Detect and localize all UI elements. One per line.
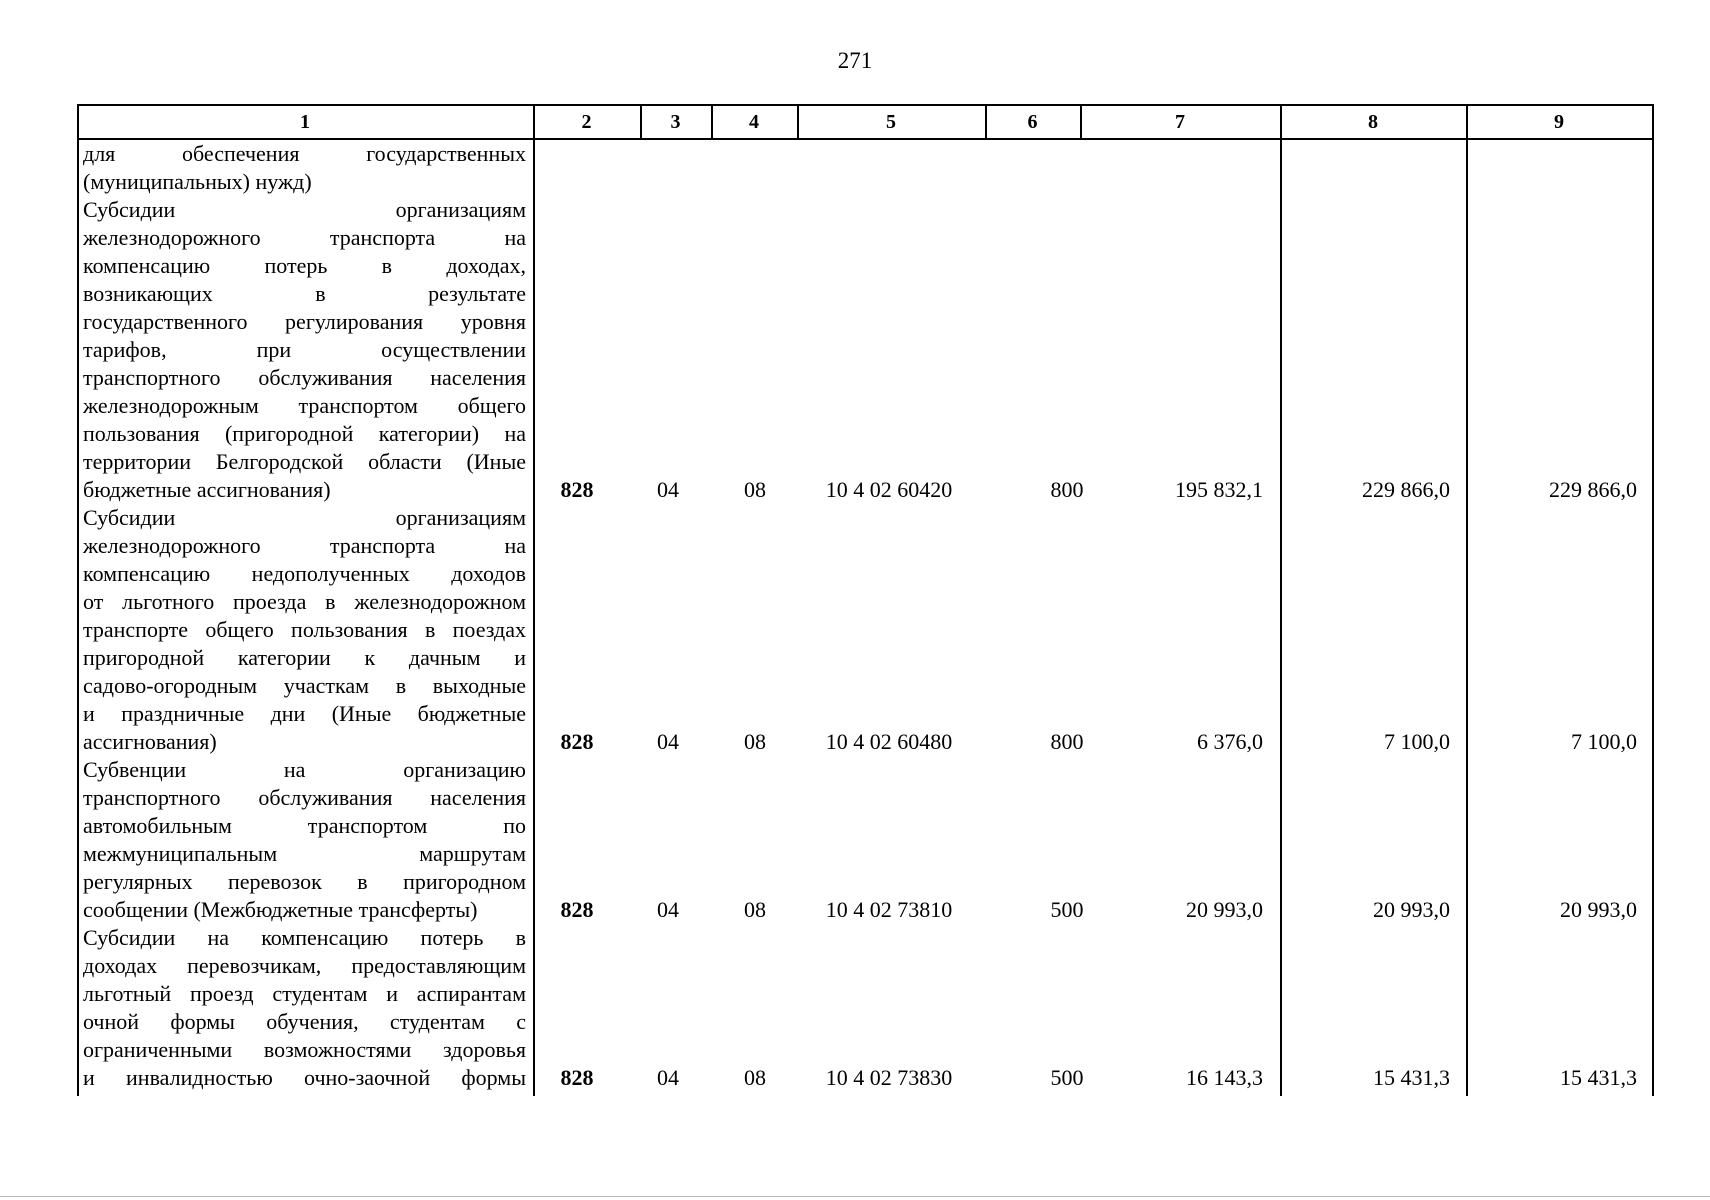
cell-section: 04 (657, 897, 679, 922)
cell-amount-col9: 7 100,0 (1571, 729, 1637, 754)
row-description: Субсидии на компенсацию потерь в доходах перевозчикам, предоставляющим льготный проезд студентам и аспирантам очной формы обучения, студентам с ограниченными возможностями здоровья и инвалидностью очно-заочной формы (83, 925, 526, 1090)
cell-expense-type: 500 (1050, 897, 1084, 922)
cell-amount-col9: 229 866,0 (1549, 477, 1637, 502)
row-description: Субвенции на организацию транспортного обслуживания населения автомобильным транспортом по межмуниципальным маршрутам регулярных перевозок в пригородном сообщении (Межбюджетные трансферты) (83, 757, 526, 922)
cell-subsection: 08 (744, 897, 766, 922)
cell-amount-col8: 229 866,0 (1362, 477, 1450, 502)
cell-amount-col9: 20 993,0 (1560, 897, 1637, 922)
cell-amount-col7: 195 832,1 (1175, 477, 1263, 502)
header-col-9: 9 (1554, 111, 1564, 133)
cell-amount-col8: 7 100,0 (1384, 729, 1450, 754)
header-col-5: 5 (886, 111, 896, 133)
cell-ministry-code: 828 (560, 477, 594, 502)
column-divider (1466, 104, 1468, 1096)
cell-subsection: 08 (744, 477, 766, 502)
column-divider (533, 104, 535, 1096)
header-col-2: 2 (581, 111, 592, 133)
row-description: для обеспечения государственных (муниципальных) нужд) (83, 141, 526, 194)
header-col-4: 4 (749, 111, 759, 133)
table-left-border (77, 104, 79, 1096)
cell-section: 04 (657, 1065, 679, 1090)
row-description: Субсидии организациям железнодорожного транспорта на компенсацию потерь в доходах, возникающих в результате государственного регулирования уровня тарифов, при осуществлении транспортного обслуживания населения железнодорожным транспортом общего пользования (пригородной категории) на территории Белгородской области (Иные бюджетные ассигнования) (83, 197, 526, 502)
row-description: Субсидии организациям железнодорожного транспорта на компенсацию недополученных доходов от льготного проезда в железнодорожном транспорте общего пользования в поездах пригородной категории к дачным и садово-огородным участкам в выходные и праздничные дни (Иные бюджетные ассигнования) (83, 505, 526, 754)
header-col-8: 8 (1368, 111, 1378, 133)
cell-target-article: 10 4 02 60420 (825, 477, 953, 502)
page-number: 271 (837, 48, 873, 73)
cell-ministry-code: 828 (560, 729, 594, 754)
cell-amount-col7: 16 143,3 (1186, 1065, 1263, 1090)
header-col-1: 1 (300, 111, 310, 133)
cell-expense-type: 500 (1050, 1065, 1084, 1090)
cell-subsection: 08 (744, 1065, 766, 1090)
header-col-6: 6 (1027, 111, 1038, 133)
cell-expense-type: 800 (1050, 729, 1084, 754)
cell-target-article: 10 4 02 73810 (825, 897, 953, 922)
cell-amount-col7: 20 993,0 (1186, 897, 1263, 922)
cell-section: 04 (657, 729, 679, 754)
cell-ministry-code: 828 (560, 897, 594, 922)
table-right-border (1652, 104, 1654, 1096)
header-col-3: 3 (670, 111, 681, 133)
header-col-7: 7 (1175, 111, 1185, 133)
cell-ministry-code: 828 (560, 1065, 594, 1090)
column-divider (1280, 104, 1282, 1096)
cell-expense-type: 800 (1050, 477, 1084, 502)
cell-section: 04 (657, 477, 679, 502)
cell-target-article: 10 4 02 60480 (825, 729, 953, 754)
cell-subsection: 08 (744, 729, 766, 754)
cell-amount-col8: 15 431,3 (1373, 1065, 1450, 1090)
cell-amount-col9: 15 431,3 (1560, 1065, 1637, 1090)
cell-amount-col8: 20 993,0 (1373, 897, 1450, 922)
budget-table (77, 104, 1654, 1096)
scan-edge-line (0, 1196, 1710, 1197)
cell-amount-col7: 6 376,0 (1197, 729, 1263, 754)
cell-target-article: 10 4 02 73830 (825, 1065, 953, 1090)
